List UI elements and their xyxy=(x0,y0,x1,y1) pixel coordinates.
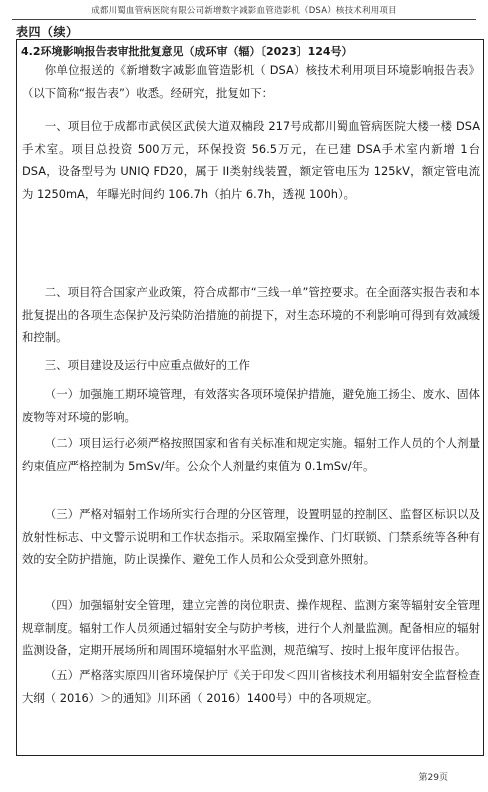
paragraph-sub-4: （四）加强辐射安全管理，建立完善的岗位职责、操作规程、监测方案等辐射安全管理规章制度。辐射工作人员须通过辐射安全与防护考核，进行个人剂量监测。配备相应的辐射监测设备，定期开展场所和周围环境辐射水平监测，规范编写、按时上报年度评估报告。 xyxy=(22,598,480,657)
table-caption: 表四（续） xyxy=(16,25,79,39)
page-number: 第29页 xyxy=(418,773,448,783)
intro-paragraph: 你单位报送的《新增数字减影血管造影机（ DSA）核技术利用项目环境影响报告表》（以下简称“报告表”）收悉。经研究，批复如下： xyxy=(22,63,480,100)
paragraph-sub-5: （五）严格落实原四川省环境保护厅《关于印发＜四川省核技术利用辐射安全监督检查大纲（ 2016）＞的通知》川环函（ 2016）1400号）中的各项规定。 xyxy=(22,668,480,705)
section-heading: 4.2环境影响报告表审批批复意见（成环审（辐）〔2023〕124号） xyxy=(21,45,353,58)
paragraph-item-2: 二、项目符合国家产业政策，符合成都市“三线一单”管控要求。在全面落实报告表和本批复提出的各项生态保护及污染防治措施的前提下，对生态环境的不利影响可得到有效减缓和控制。 xyxy=(22,285,480,344)
paragraph-item-1: 一、项目位于成都市武侯区武侯大道双楠段 217号成都川蜀血管病医院大楼一楼 DSA手术室。项目总投资 500万元，环保投资 56.5万元，在已建 DSA手术室内新增 1台 DSA，设备型号为 UNIQ FD20，属于 II类射线装置，额定管电压为 125kV，额定管电流为 1250mA，年曝光时间约 106.7h（拍片 6.7h，透视 100h）。 xyxy=(22,119,480,201)
paragraph-sub-3: （三）严格对辐射工作场所实行合理的分区管理，设置明显的控制区、监督区标识以及放射性标志、中文警示说明和工作状态指示。采取隔室操作、门灯联锁、门禁系统等各种有效的安全防护措施，防止误操作、避免工作人员和公众受到意外照射。 xyxy=(22,507,480,566)
content-frame xyxy=(16,39,484,756)
paragraph-sub-1: （一）加强施工期环境管理，有效落实各项环境保护措施，避免施工扬尘、废水、固体废物等对环境的影响。 xyxy=(22,387,480,424)
paragraph-sub-2: （二）项目运行必须严格按照国家和省有关标准和规定实施。辐射工作人员的个人剂量约束值应严格控制为 5mSv/年。公众个人剂量约束值为 0.1mSv/年。 xyxy=(22,436,480,473)
paragraph-item-3-heading: 三、项目建设及运行中应重点做好的工作 xyxy=(44,358,250,372)
running-header: 成都川蜀血管病医院有限公司新增数字减影血管造影机（DSA）核技术利用项目 xyxy=(12,4,476,20)
